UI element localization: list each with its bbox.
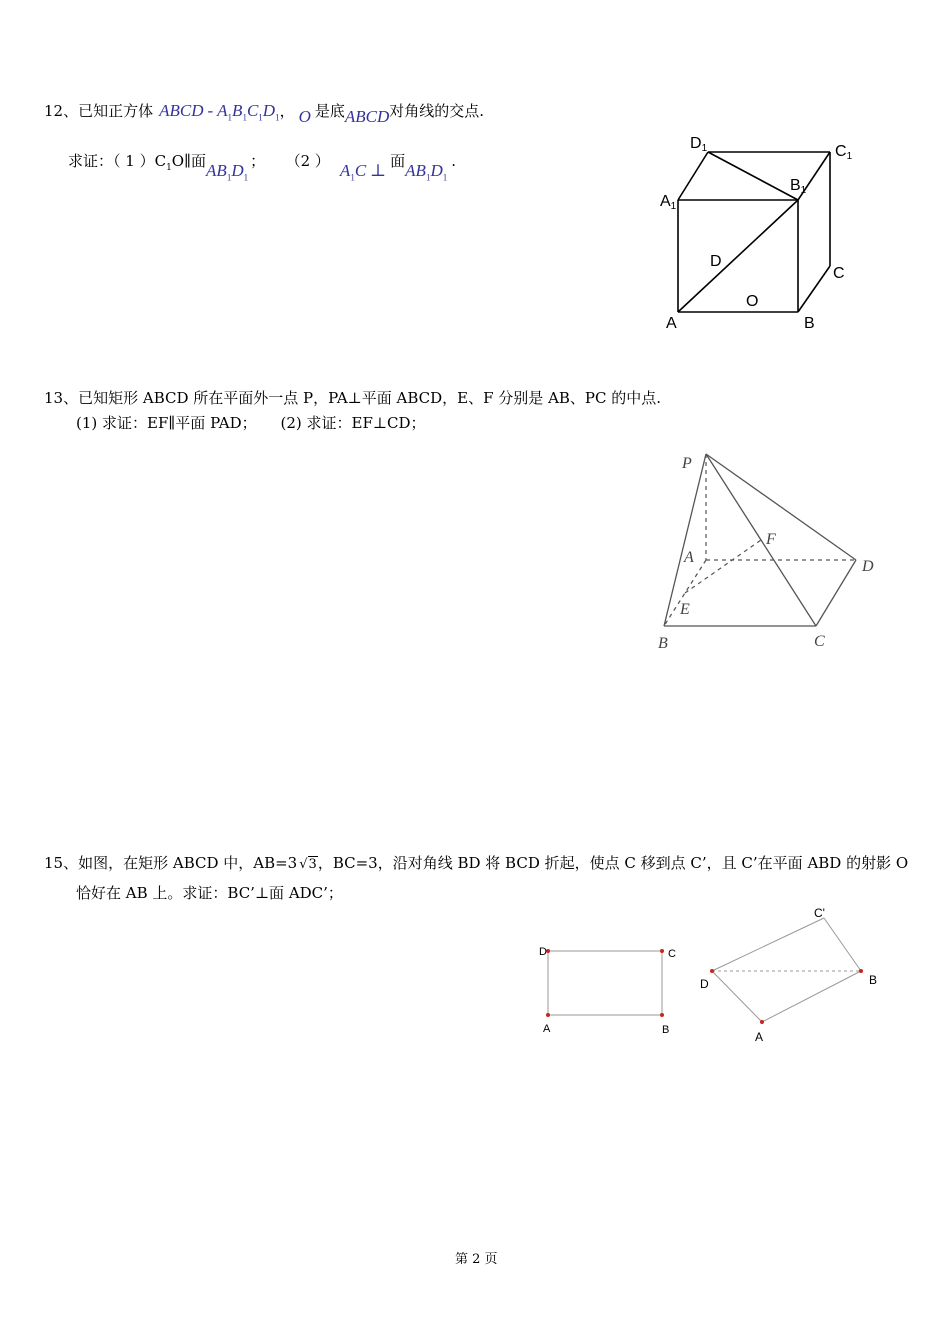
q15-line1 bbox=[44, 852, 908, 873]
pyramid-label-a: A bbox=[684, 549, 694, 566]
q13-line2: (1) 求证：EF∥平面 PAD； (2) 求证：EF⊥CD； bbox=[76, 414, 426, 432]
cube-label-d1: D1 bbox=[690, 135, 708, 154]
cube-label-d: D bbox=[710, 253, 722, 270]
q12-plane1: $AB_1D_1$ bbox=[206, 161, 249, 183]
rectangle-abcd bbox=[548, 951, 662, 1015]
q12-perp: ⊥ bbox=[370, 161, 387, 180]
pyramid-edge-p-c bbox=[706, 454, 816, 626]
cube-diagonal-d1-b1 bbox=[708, 152, 798, 200]
fold-edge-d-c bbox=[712, 918, 824, 971]
cube-label-c: C bbox=[833, 265, 845, 282]
q12-proof-sub1: 1 bbox=[166, 163, 172, 173]
q12-statement bbox=[44, 100, 485, 126]
q12-part2-label: （2 ） bbox=[293, 152, 330, 170]
point-a bbox=[546, 1013, 550, 1017]
fold-label-b: B bbox=[869, 973, 878, 987]
pyramid-figure bbox=[650, 446, 890, 656]
q15-line1-a: 15、如图，在矩形 ABCD 中，AB=3 bbox=[44, 854, 298, 872]
fold-label-a: A bbox=[755, 1030, 764, 1044]
q12-prefix: 12、已知正方体 bbox=[44, 102, 154, 120]
pyramid-label-c: C bbox=[814, 633, 825, 650]
q12-plane2: $AB_1D_1$ bbox=[405, 161, 448, 183]
q12-suffix: 对角线的交点. bbox=[389, 102, 485, 120]
q13-line1: 13、已知矩形 ABCD 所在平面外一点 P，PA⊥平面 ABCD，E、F 分别是 AB、PC 的中点. bbox=[44, 389, 662, 407]
q12-proof-part1: O∥面 bbox=[171, 152, 207, 170]
pyramid-label-d: D bbox=[862, 558, 874, 575]
cube-label-a: A bbox=[666, 315, 677, 332]
pyramid-label-p: P bbox=[682, 455, 692, 472]
rectangle-figure bbox=[530, 938, 690, 1048]
cube-edge-b-c bbox=[798, 266, 830, 312]
fold-label-d: D bbox=[700, 977, 709, 991]
point-c bbox=[660, 949, 664, 953]
q12-point-o: O bbox=[298, 107, 311, 126]
q15-line1-b: ，BC=3，沿对角线 BD 将 BCD 折起，使点 C 移到点 C’，且 C’在平面 ABD 的射影 O bbox=[317, 854, 909, 872]
fold-edge-c-b bbox=[824, 918, 861, 971]
rect-label-b: B bbox=[662, 1024, 670, 1036]
sqrt-three: √3 bbox=[299, 857, 317, 872]
cube-edge-a1-d1 bbox=[678, 152, 708, 200]
q12-comma: ， bbox=[279, 102, 295, 120]
pyramid-hidden-e-f bbox=[685, 540, 761, 593]
folded-figure bbox=[690, 900, 890, 1050]
fold-edge-d-a bbox=[712, 971, 762, 1022]
q12-part2-face: 面 bbox=[390, 152, 406, 170]
q12-period: . bbox=[451, 152, 457, 170]
point-b bbox=[660, 1013, 664, 1017]
q12-proof bbox=[68, 150, 457, 183]
q12-sep: ； bbox=[250, 152, 266, 170]
pyramid-edge-p-d bbox=[706, 454, 856, 560]
q12-mid-text: 是底 bbox=[314, 102, 345, 120]
fold-label-c-prime: C' bbox=[814, 906, 825, 920]
fold-edge-a-b bbox=[762, 971, 861, 1022]
cube-label-o: O bbox=[746, 293, 759, 310]
pyramid-edge-c-d bbox=[816, 560, 856, 626]
q12-base: ABCD bbox=[344, 107, 390, 126]
cube-label-b: B bbox=[804, 315, 815, 332]
cube-figure bbox=[650, 128, 870, 348]
point-a-folded bbox=[760, 1020, 764, 1024]
pyramid-label-b: B bbox=[658, 635, 668, 652]
point-b-folded bbox=[859, 969, 863, 973]
rect-label-d: D bbox=[539, 946, 547, 958]
q12-proof-label: 求证：（ 1 ）C bbox=[68, 152, 167, 170]
cube-label-b1: B1 bbox=[790, 177, 807, 196]
q12-top-face: $A_1B_1C_1D_1$ bbox=[217, 101, 280, 123]
rect-label-a: A bbox=[543, 1023, 551, 1035]
q15-line2: 恰好在 AB 上。求证：BC’⊥面 ADC’； bbox=[76, 884, 343, 902]
q12-dash: - bbox=[207, 101, 214, 120]
point-d-folded bbox=[710, 969, 714, 973]
cube-label-a1: A1 bbox=[660, 193, 677, 212]
pyramid-label-f: F bbox=[766, 531, 776, 548]
cube-label-c1: C1 bbox=[835, 143, 853, 162]
cube-diagonal-a-b1 bbox=[678, 200, 798, 312]
q12-part2-a1c: $A_1C$ bbox=[339, 161, 367, 183]
q12-cube-name: ABCD bbox=[159, 101, 204, 120]
rect-label-c: C bbox=[668, 948, 676, 960]
pyramid-label-e: E bbox=[680, 601, 690, 618]
page-number: 第 2 页 bbox=[455, 1252, 498, 1267]
